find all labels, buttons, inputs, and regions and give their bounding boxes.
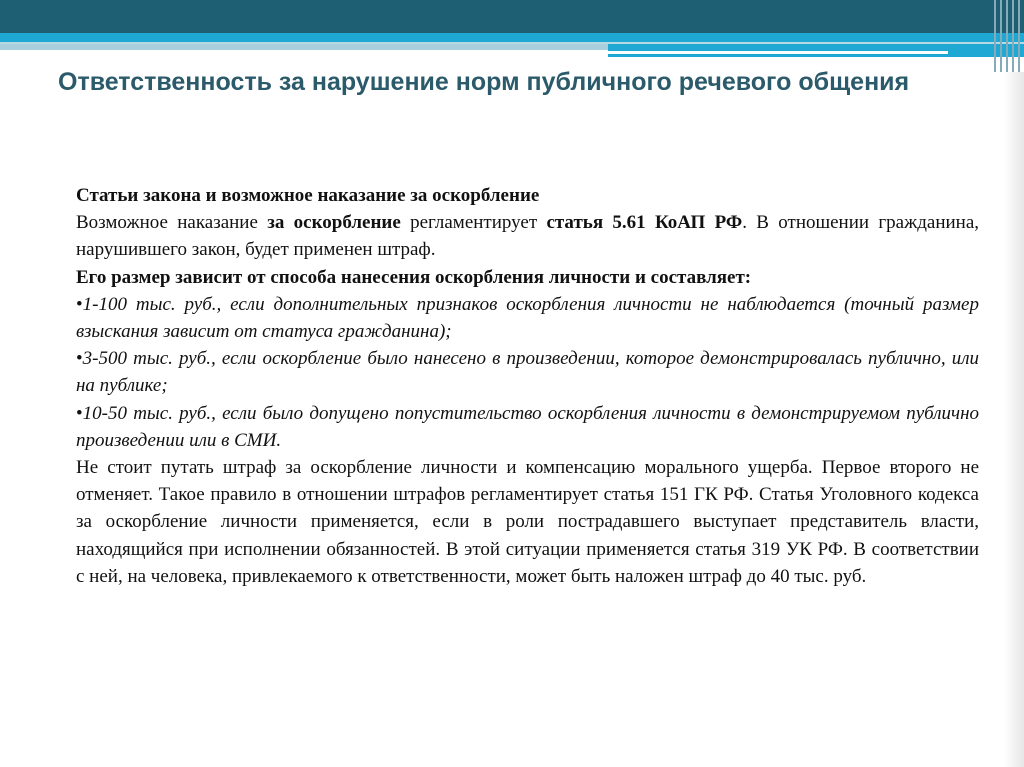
header-light-band bbox=[0, 44, 608, 50]
header-white-line bbox=[608, 51, 948, 54]
intro-paragraph: Возможное наказание за оскорбление регламентирует статья 5.61 КоАП РФ. В отношении гражданина, нарушившего закон, будет применен штраф. bbox=[76, 212, 980, 261]
slide-title: Ответственность за нарушение норм публичного речевого общения bbox=[58, 68, 910, 96]
section-subheading: Его размер зависит от способа нанесения оскорбления личности и составляет: bbox=[76, 266, 752, 288]
slide-body bbox=[76, 182, 979, 590]
closing-paragraph: Не стоит путать штраф за оскорбление личности и компенсацию морального ущерба. Первое второго не отменяет. Такое правило в отношении штрафов регламентирует статья 151 ГК РФ. Статья Уголовного кодекса за оскорбление личности применяется, если в роли пострадавшего выступает представитель власти, находящийся при исполнении обязанностей. В этой ситуации применяется статья 319 УК РФ. В соответствии с ней, на человека, привлекаемого к ответственности, может быть наложен штраф до 40 тыс. руб. bbox=[76, 457, 979, 587]
list-item: •3-500 тыс. руб., если оскорбление было нанесено в произведении, которое демонстрировалась публично, или на публике; bbox=[76, 348, 979, 397]
page-edge-shadow bbox=[1004, 72, 1024, 767]
list-item: •1-100 тыс. руб., если дополнительных признаков оскорбления личности не наблюдается (точный размер взыскания зависит от статуса гражданина); bbox=[76, 293, 979, 343]
list-item: •10-50 тыс. руб., если было допущено попустительство оскорбления личности в демонстрируемом публично произведении или в СМИ. bbox=[76, 402, 979, 451]
header-accent-band bbox=[0, 33, 1024, 42]
header-banner bbox=[0, 0, 1024, 33]
section-heading: Статьи закона и возможное наказание за оскорбление bbox=[76, 185, 540, 206]
decorative-stripes bbox=[992, 0, 1024, 72]
